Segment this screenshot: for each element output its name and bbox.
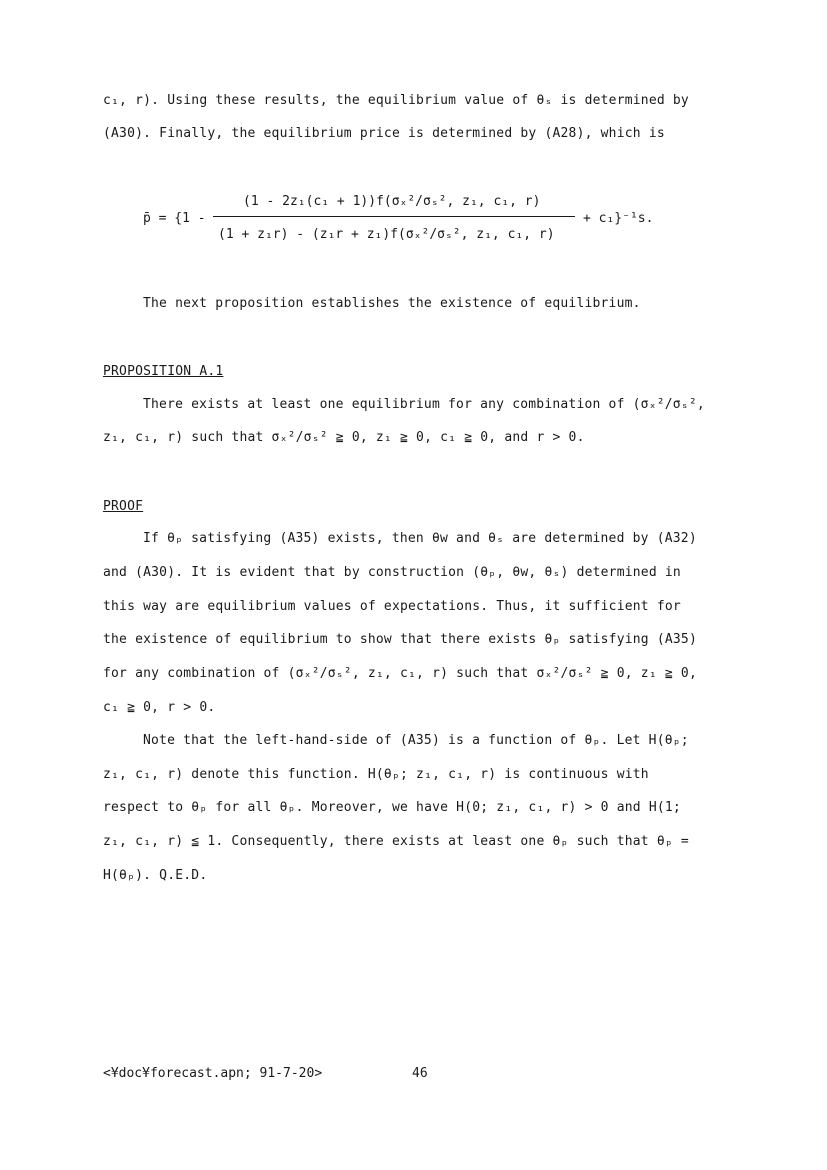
page-number: 46 [412,1066,428,1081]
proof-line: for any combination of (σₓ²/σₛ², z₁, c₁, r) such that σₓ²/σₛ² ≧ 0, z₁ ≧ 0, [103,666,697,681]
proposition-line: z₁, c₁, r) such that σₓ²/σₛ² ≧ 0, z₁ ≧ 0, c₁ ≧ 0, and r > 0. [103,430,585,445]
proof-line: H(θₚ). Q.E.D. [103,868,208,883]
proof-line: If θₚ satisfying (A35) exists, then θw and θₛ are determined by (A32) [143,531,697,546]
paragraph-line: c₁, r). Using these results, the equilibrium value of θₛ is determined by [103,93,689,108]
proof-line: this way are equilibrium values of expectations. Thus, it sufficient for [103,599,681,614]
proof-line: the existence of equilibrium to show that there exists θₚ satisfying (A35) [103,632,697,647]
footer-file-path: <¥doc¥forecast.apn; 91-7-20> [103,1066,323,1081]
equation-rhs: + c₁}⁻¹s. [583,211,654,226]
proof-line: and (A30). It is evident that by construction (θₚ, θw, θₛ) determined in [103,565,681,580]
proposition-line: There exists at least one equilibrium for any combination of (σₓ²/σₛ², [143,397,705,412]
proof-line: z₁, c₁, r) denote this function. H(θₚ; z₁, c₁, r) is continuous with [103,767,649,782]
proof-line: respect to θₚ for all θₚ. Moreover, we have H(0; z₁, c₁, r) > 0 and H(1; [103,800,681,815]
proof-line: Note that the left-hand-side of (A35) is a function of θₚ. Let H(θₚ; [143,733,689,748]
equation-numerator: (1 - 2z₁(c₁ + 1))f(σₓ²/σₛ², z₁, c₁, r) [243,194,541,209]
equilibrium-price-equation [143,190,663,250]
equation-lhs: p̄ = {1 - [143,211,206,226]
paragraph-line: The next proposition establishes the existence of equilibrium. [143,296,641,311]
proof-line: z₁, c₁, r) ≦ 1. Consequently, there exists at least one θₚ such that θₚ = [103,834,689,849]
proposition-heading: PROPOSITION A.1 [103,364,224,379]
equation-denominator: (1 + z₁r) - (z₁r + z₁)f(σₓ²/σₛ², z₁, c₁, r) [218,227,555,242]
proof-line: c₁ ≧ 0, r > 0. [103,700,216,715]
fraction-bar [213,216,575,217]
paragraph-line: (A30). Finally, the equilibrium price is determined by (A28), which is [103,126,665,141]
proof-heading: PROOF [103,499,144,514]
